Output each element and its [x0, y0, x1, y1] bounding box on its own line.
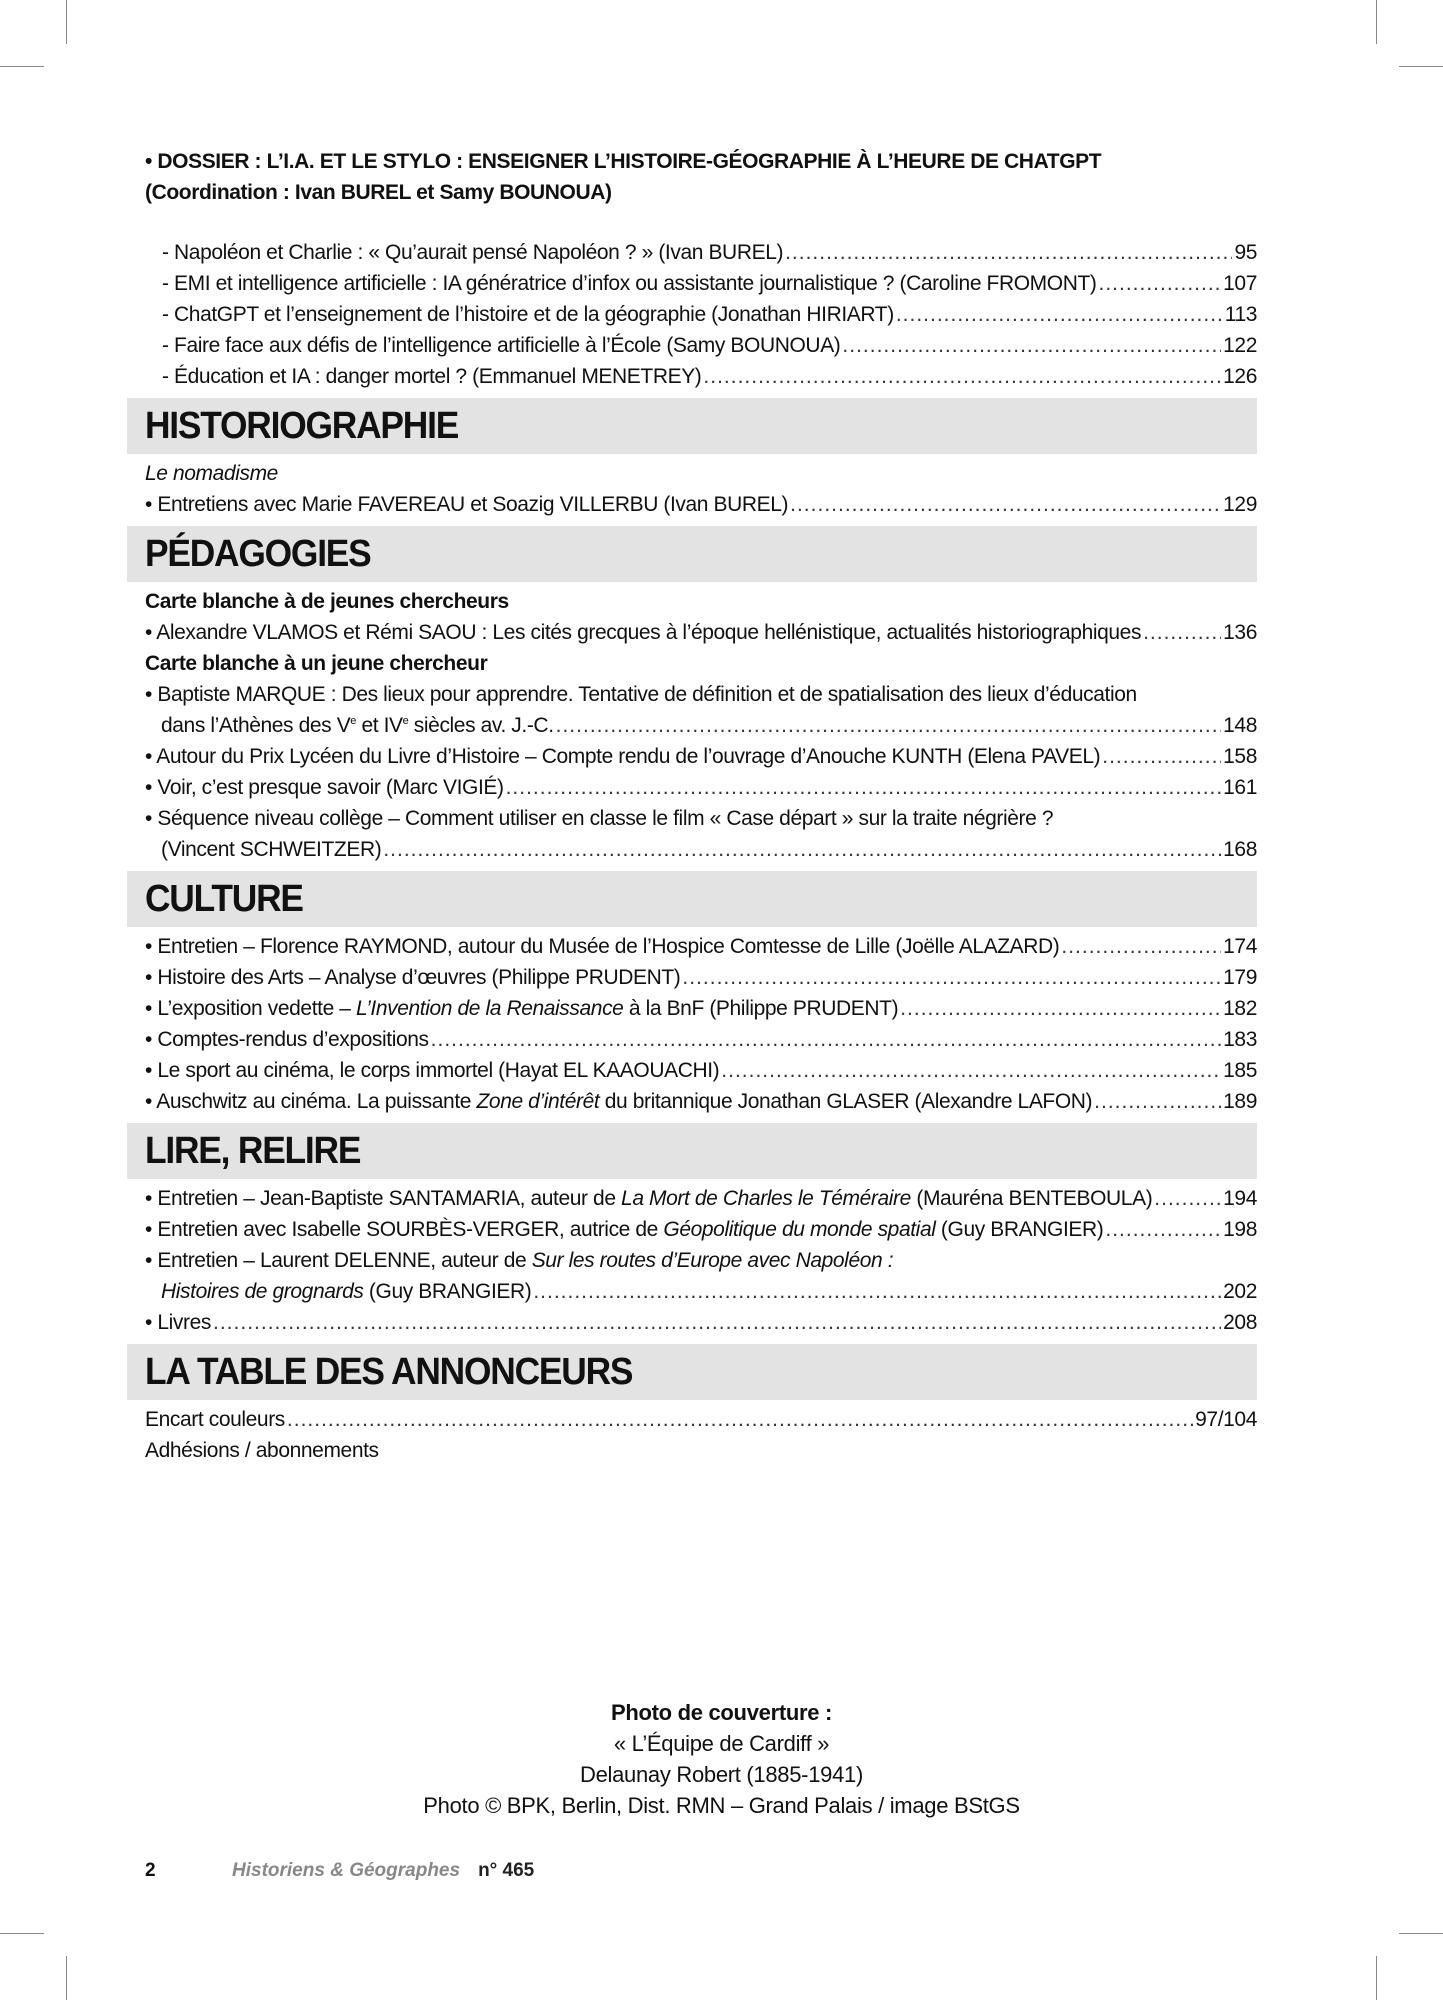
entry-title: • Entretien avec Isabelle SOURBÈS-VERGER, autrice de Géopolitique du monde spatial (Guy BRANGIER) — [145, 1218, 1104, 1241]
toc-entry-line[interactable] — [145, 803, 1257, 834]
section-heading: PÉDAGOGIES — [145, 532, 371, 575]
dossier-title: • DOSSIER : L’I.A. ET LE STYLO : ENSEIGNER L’HISTOIRE-GÉOGRAPHIE À L’HEURE DE CHATGPT — [145, 150, 1102, 173]
dossier-coordination: (Coordination : Ivan BUREL et Samy BOUNOUA) — [145, 181, 612, 204]
entry-title: • Entretien – Florence RAYMOND, autour du Musée de l’Hospice Comtesse de Lille (Joëlle ALAZARD) — [145, 935, 1060, 958]
toc-entry[interactable] — [145, 931, 1257, 962]
toc-entry[interactable] — [145, 1055, 1257, 1086]
entry-page: 183 — [1223, 1028, 1257, 1051]
section-header-culture — [127, 871, 1257, 927]
entry-title-continued: dans l’Athènes des Ve et IVe siècles av. J.-C. — [161, 714, 554, 737]
entry-title: • Le sport au cinéma, le corps immortel (Hayat EL KAAOUACHI) — [145, 1059, 720, 1082]
cover-title: Photo de couverture : — [610, 1700, 833, 1725]
section-header-historiographie — [127, 398, 1257, 454]
page-footer — [145, 1859, 534, 1883]
subsection-title: Carte blanche à de jeunes chercheurs — [145, 590, 509, 613]
entry-page: 198 — [1223, 1218, 1257, 1241]
crop-mark — [1376, 1956, 1377, 2000]
entry-page: 182 — [1223, 997, 1257, 1020]
toc-entry[interactable] — [145, 617, 1257, 648]
section-header-pedagogies — [127, 526, 1257, 582]
entry-title: • Comptes-rendus d’expositions — [145, 1028, 429, 1051]
entry-title: - Napoléon et Charlie : « Qu’aurait pensé Napoléon ? » (Ivan BUREL) — [162, 241, 784, 264]
toc-entry[interactable] — [145, 489, 1257, 520]
entry-title: Encart couleurs — [145, 1408, 285, 1431]
section-header-lire-relire — [127, 1123, 1257, 1179]
entry-title: • Auschwitz au cinéma. La puissante Zone d’intérêt du britannique Jonathan GLASER (Alexandre LAFON) — [145, 1090, 1093, 1113]
cover-credit — [0, 1697, 1443, 1821]
section-heading: HISTORIOGRAPHIE — [145, 404, 459, 447]
entry-page: 122 — [1223, 334, 1257, 357]
section-heading: LA TABLE DES ANNONCEURS — [145, 1350, 633, 1393]
toc-entry[interactable] — [145, 299, 1257, 330]
entry-page: 189 — [1223, 1090, 1257, 1113]
entry-page: 179 — [1223, 966, 1257, 989]
table-of-contents — [145, 146, 1257, 1466]
toc-entry[interactable] — [145, 772, 1257, 803]
toc-entry[interactable] — [145, 1404, 1257, 1435]
entry-title: • Baptiste MARQUE : Des lieux pour apprendre. Tentative de définition et de spatialisation des lieux d’éducation — [145, 683, 1137, 706]
crop-mark — [66, 1956, 67, 2000]
entry-page: 107 — [1223, 272, 1257, 295]
subsection-title: Le nomadisme — [145, 462, 278, 485]
issue-number: n° 465 — [478, 1860, 535, 1881]
entry-page: 185 — [1223, 1059, 1257, 1082]
crop-mark — [0, 1933, 44, 1934]
entry-page: 129 — [1223, 493, 1257, 516]
entry-page: 174 — [1223, 935, 1257, 958]
entry-page: 136 — [1223, 621, 1257, 644]
crop-mark — [1399, 66, 1443, 67]
entry-page: 202 — [1223, 1280, 1257, 1303]
toc-entry[interactable] — [145, 1024, 1257, 1055]
toc-entry[interactable] — [145, 1276, 1257, 1307]
cover-work: « L’Équipe de Cardiff » — [613, 1731, 830, 1756]
section-heading: LIRE, RELIRE — [145, 1129, 361, 1172]
toc-entry[interactable] — [145, 993, 1257, 1024]
entry-title: • Séquence niveau collège – Comment utiliser en classe le film « Case départ » sur la traite négrière ? — [145, 807, 1054, 830]
dossier-section — [145, 146, 1257, 392]
cover-artist: Delaunay Robert (1885-1941) — [580, 1762, 863, 1787]
toc-entry[interactable] — [145, 1435, 1257, 1466]
toc-entry[interactable] — [145, 1183, 1257, 1214]
crop-mark — [1376, 0, 1377, 44]
entry-title: - EMI et intelligence artificielle : IA génératrice d’infox ou assistante journalistique ? (Caroline FROMONT) — [162, 272, 1097, 295]
toc-entry-line[interactable] — [145, 1245, 1257, 1276]
entry-title: Adhésions / abonnements — [145, 1439, 379, 1462]
cover-photo-credit: Photo © BPK, Berlin, Dist. RMN – Grand Palais / image BStGS — [423, 1793, 1020, 1818]
toc-entry[interactable] — [145, 834, 1257, 865]
entry-page: 148 — [1223, 714, 1257, 737]
toc-entry[interactable] — [145, 1214, 1257, 1245]
crop-mark — [0, 66, 44, 67]
section-header-annonceurs — [127, 1344, 1257, 1400]
entry-title: • Entretien – Laurent DELENNE, auteur de Sur les routes d’Europe avec Napoléon : — [145, 1249, 894, 1272]
entry-title-continued: (Vincent SCHWEITZER) — [161, 838, 382, 861]
toc-entry[interactable] — [145, 962, 1257, 993]
page-number: 2 — [145, 1860, 156, 1881]
entry-title: • Autour du Prix Lycéen du Livre d’Histoire – Compte rendu de l’ouvrage d’Anouche KUNTH (Elena PAVEL) — [145, 745, 1101, 768]
entry-title: • L’exposition vedette – L’Invention de la Renaissance à la BnF (Philippe PRUDENT) — [145, 997, 899, 1020]
toc-entry[interactable] — [145, 710, 1257, 741]
crop-mark — [66, 0, 67, 44]
entry-page: 158 — [1223, 745, 1257, 768]
entry-title: • Alexandre VLAMOS et Rémi SAOU : Les cités grecques à l’époque hellénistique, actualités historiographiques — [145, 621, 1142, 644]
entry-title: - Faire face aux défis de l’intelligence artificielle à l’École (Samy BOUNOUA) — [162, 334, 841, 357]
entry-page: 208 — [1223, 1311, 1257, 1334]
subsection-title: Carte blanche à un jeune chercheur — [145, 652, 488, 675]
toc-entry[interactable] — [145, 330, 1257, 361]
entry-title-continued: Histoires de grognards (Guy BRANGIER) — [161, 1280, 532, 1303]
entry-title: • Histoire des Arts – Analyse d’œuvres (Philippe PRUDENT) — [145, 966, 681, 989]
entry-title: • Entretien – Jean-Baptiste SANTAMARIA, auteur de La Mort de Charles le Téméraire (Mauréna BENTEBOULA) — [145, 1187, 1153, 1210]
journal-name: Historiens & Géographes — [232, 1860, 461, 1881]
section-heading: CULTURE — [145, 877, 303, 920]
entry-title: - ChatGPT et l’enseignement de l’histoire et de la géographie (Jonathan HIRIART) — [162, 303, 894, 326]
toc-entry[interactable] — [145, 1086, 1257, 1117]
toc-entry-line[interactable] — [145, 679, 1257, 710]
entry-title: • Entretiens avec Marie FAVEREAU et Soazig VILLERBU (Ivan BUREL) — [145, 493, 789, 516]
entry-title: - Éducation et IA : danger mortel ? (Emmanuel MENETREY) — [162, 365, 702, 388]
entry-page: 126 — [1223, 365, 1257, 388]
entry-page: 194 — [1223, 1187, 1257, 1210]
toc-entry[interactable] — [145, 268, 1257, 299]
entry-page: 95 — [1234, 241, 1257, 264]
entry-page: 161 — [1223, 776, 1257, 799]
entry-page: 113 — [1224, 303, 1257, 326]
entry-title: • Voir, c’est presque savoir (Marc VIGIÉ) — [145, 776, 504, 799]
toc-entry[interactable] — [145, 1307, 1257, 1338]
toc-entry[interactable] — [145, 741, 1257, 772]
toc-entry[interactable] — [145, 361, 1257, 392]
crop-mark — [1399, 1933, 1443, 1934]
toc-entry[interactable] — [145, 237, 1257, 268]
entry-page: 168 — [1223, 838, 1257, 861]
entry-title: • Livres — [145, 1311, 212, 1334]
entry-page: 97/104 — [1195, 1408, 1257, 1431]
